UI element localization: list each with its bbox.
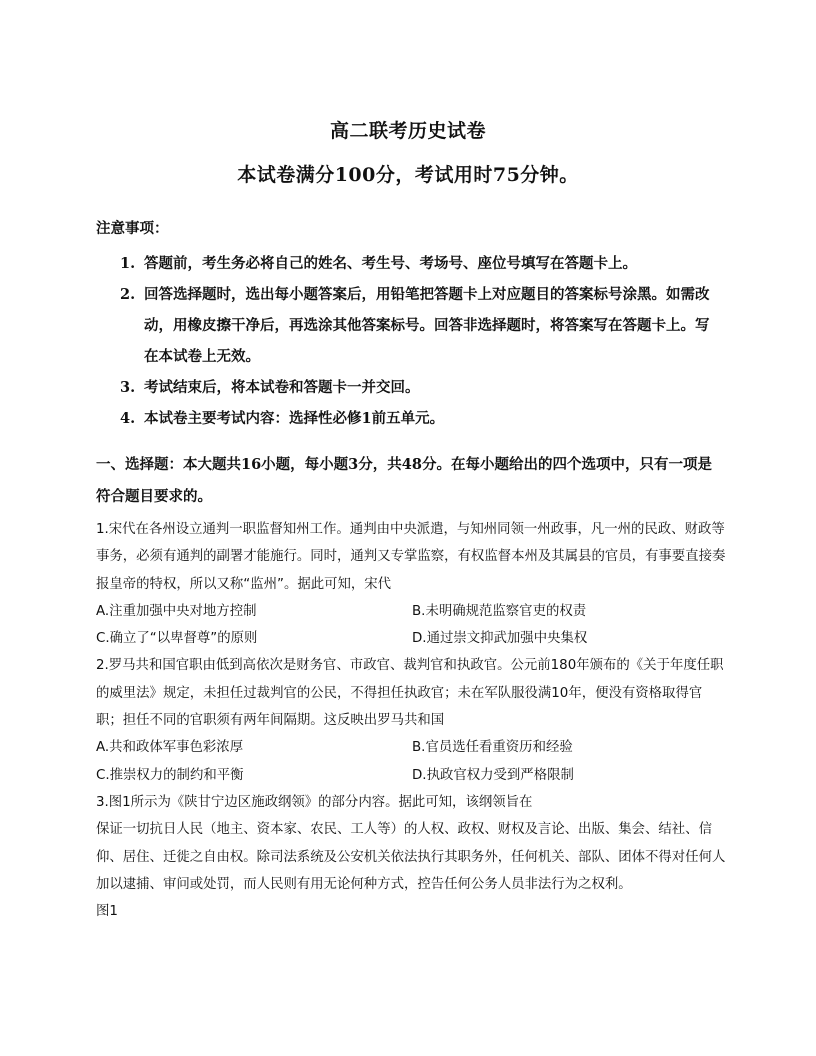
figure-label: 图1 xyxy=(96,904,118,920)
notice-list xyxy=(120,248,720,434)
option-a: A.注重加强中央对地方控制 xyxy=(96,603,257,619)
question-stem: 1.宋代在各州设立通判一职监督知州工作。通判由中央派遣，与知州同领一州政事，凡一州的民政、财政等事务，必须有通判的副署才能施行。同时，通判又专掌监察，有权监督本州及其属县的官员，有事要直接奏报皇帝的特权，所以又称“监州”。据此可知，宋代 xyxy=(96,522,726,592)
notice-item-number: 4. xyxy=(120,410,136,427)
notice-item xyxy=(120,248,720,279)
notice-item xyxy=(120,403,720,434)
question-stem: 3.图1所示为《陕甘宁边区施政纲领》的部分内容。据此可知，该纲领旨在 xyxy=(96,794,533,810)
exam-title: 高二联考历史试卷 xyxy=(329,120,486,142)
notice-item-text: 答题前，考生务必将自己的姓名、考生号、考场号、座位号填写在答题卡上。 xyxy=(144,255,637,272)
option-d: D.执政官权力受到严格限制 xyxy=(412,767,574,783)
option-c: C.推崇权力的制约和平衡 xyxy=(96,767,244,783)
option-b: B.未明确规范监察官吏的权责 xyxy=(412,603,587,619)
notice-item xyxy=(120,372,720,403)
question-options xyxy=(96,598,728,653)
notice-item-text: 回答选择题时，选出每小题答案后，用铅笔把答题卡上对应题目的答案标号涂黑。如需改动，用橡皮擦干净后，再选涂其他答案标号。回答非选择题时，将答案写在答题卡上。写在本试卷上无效。 xyxy=(144,286,710,365)
option-b: B.官员选任看重资历和经验 xyxy=(412,740,573,756)
question-2 xyxy=(96,652,728,788)
figure-quote: 保证一切抗日人民（地主、资本家、农民、工人等）的人权、政权、财权及言论、出版、集会、结社、信仰、居住、迁徙之自由权。除司法系统及公安机关依法执行其职务外，任何机关、部队、团体不得对任何人加以逮捕、审问或处罚，而人民则有用无论何种方式，控告任何公务人员非法行为之权利。 xyxy=(96,822,726,892)
section-heading: 一、选择题：本大题共16小题，每小题3分，共48分。在每小题给出的四个选项中，只有一项是符合题目要求的。 xyxy=(96,456,712,505)
notice-item-text: 本试卷主要考试内容：选择性必修1前五单元。 xyxy=(144,410,445,427)
question-3 xyxy=(96,789,728,925)
question-stem: 2.罗马共和国官职由低到高依次是财务官、市政官、裁判官和执政官。公元前180年颁布的《关于年度任职的威里法》规定，未担任过裁判官的公民，不得担任执政官；未在军队服役满10年，便没有资格取得官职；担任不同的官职须有两年间隔期。这反映出罗马共和国 xyxy=(96,658,724,729)
notice-item-text: 考试结束后，将本试卷和答题卡一并交回。 xyxy=(144,379,420,396)
notice-heading: 注意事项： xyxy=(96,220,169,237)
option-a: A.共和政体军事色彩浓厚 xyxy=(96,740,244,756)
option-c: C.确立了“以卑督尊”的原则 xyxy=(96,631,258,647)
questions xyxy=(96,516,728,925)
question-options xyxy=(96,734,728,789)
notice-item xyxy=(120,279,720,372)
notice-item-number: 3. xyxy=(120,379,136,396)
question-1 xyxy=(96,516,728,652)
notice-item-number: 2. xyxy=(120,286,136,303)
option-d: D.通过崇文抑武加强中央集权 xyxy=(412,631,588,647)
notice-item-number: 1. xyxy=(120,255,136,272)
exam-subtitle: 本试卷满分100分，考试用时75分钟。 xyxy=(237,164,579,186)
